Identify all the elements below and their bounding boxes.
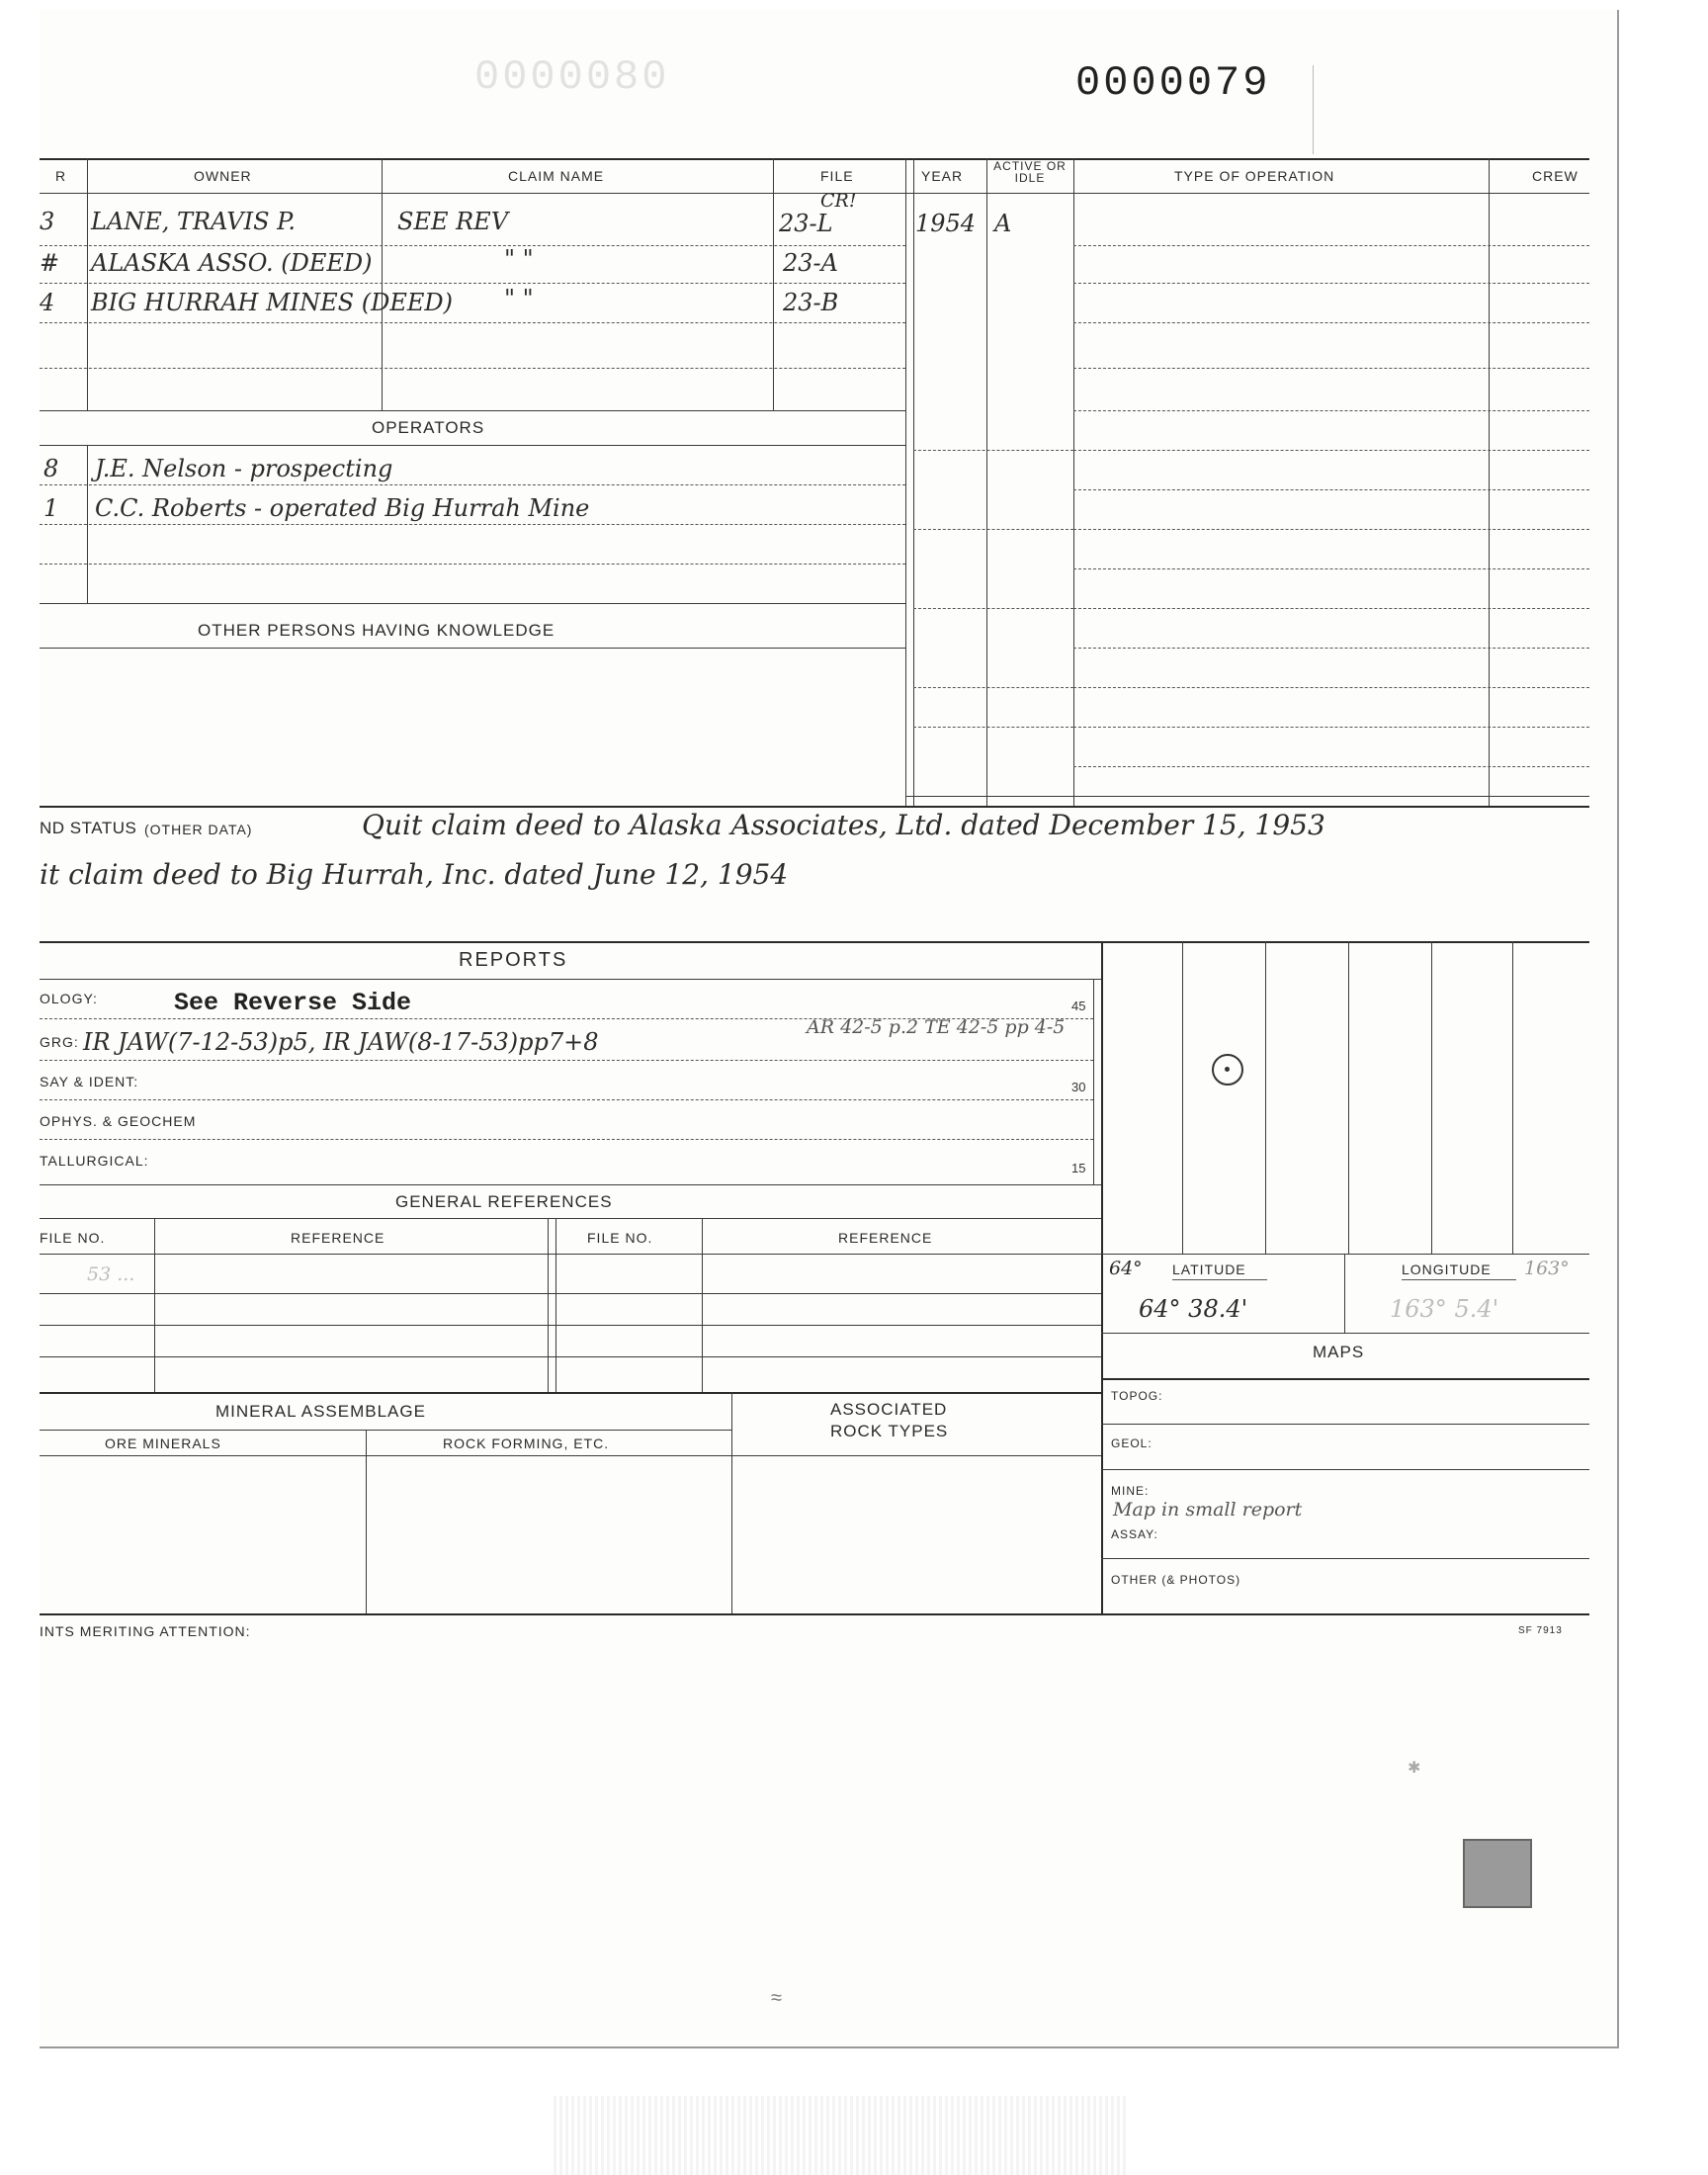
- file-note: CR!: [820, 190, 857, 212]
- refs-col-divider: [702, 1218, 703, 1392]
- scanner-streak: [554, 2096, 1127, 2175]
- maps-row-rule: [1101, 1558, 1589, 1559]
- claim-row-claim-name: " ": [504, 245, 534, 273]
- refs-col-divider: [548, 1218, 549, 1392]
- ore-minerals-header: ORE MINERALS: [105, 1436, 221, 1451]
- claim-row-owner: ALASKA ASSO. (DEED): [91, 249, 373, 277]
- grid-bottom-rule: [1101, 1254, 1589, 1255]
- maps-title: MAPS: [1313, 1343, 1365, 1361]
- claim-row-status: A: [994, 210, 1012, 237]
- document-number: 0000079: [1075, 59, 1271, 107]
- operation-row-rule: [1073, 648, 1589, 649]
- operator-row-text: C.C. Roberts - operated Big Hurrah Mine: [95, 494, 590, 522]
- grid-col-line: [1512, 941, 1513, 1254]
- claims-row-rule: [40, 283, 905, 284]
- points-meriting-attention-label: INTS MERITING ATTENTION:: [40, 1623, 251, 1639]
- reports-header-rule: [40, 979, 1101, 980]
- longitude-value: 163° 5.4': [1390, 1295, 1499, 1323]
- reports-row-rule: [40, 1139, 1093, 1140]
- status-top-rule: [40, 806, 1589, 808]
- reports-bottom-rule: [40, 1184, 1101, 1185]
- status-line-2: it claim deed to Big Hurrah, Inc. dated June 12, 1954: [40, 858, 789, 891]
- reports-row-rule: [40, 1060, 1093, 1061]
- operators-row-rule: [40, 564, 905, 565]
- operation-row-rule: [1073, 489, 1589, 490]
- claim-row-year: 1954: [915, 210, 977, 237]
- claims-row-rule: [40, 322, 905, 323]
- status-col-divider: [1073, 158, 1074, 806]
- header-tick-mark: [1313, 65, 1314, 154]
- status-label-small: (OTHER DATA): [144, 822, 253, 837]
- grid-col-line: [1348, 941, 1349, 1254]
- scan-artifact-square: [1463, 1839, 1532, 1908]
- general-references-title: GENERAL REFERENCES: [395, 1192, 613, 1211]
- operators-row-rule: [40, 484, 905, 485]
- claims-bottom-rule: [40, 410, 905, 411]
- other-persons-rule: [40, 648, 905, 649]
- claims-top-rule: [40, 158, 1589, 160]
- grid-col-line: [1265, 941, 1266, 1254]
- rock-forming-header: ROCK FORMING, ETC.: [443, 1436, 610, 1451]
- file-header: FILE: [820, 168, 854, 184]
- year-col-divider: [905, 158, 906, 806]
- active-idle-header: ACTIVE OR IDLE: [993, 159, 1067, 185]
- refs-col-divider: [555, 1218, 556, 1392]
- longitude-suffix: 163°: [1524, 1258, 1570, 1279]
- crew-col-divider: [1489, 158, 1490, 806]
- claim-row-file: 23-L: [779, 210, 833, 237]
- operation-row-rule: [1073, 568, 1589, 569]
- status-label: ND STATUS: [40, 819, 137, 837]
- year-col-divider: [986, 158, 987, 806]
- map-label: GEOL:: [1111, 1436, 1153, 1450]
- operation-row-rule: [1073, 727, 1589, 728]
- grid-col-line: [1182, 941, 1183, 1254]
- report-value: IR JAW(7-12-53)p5, IR JAW(8-17-53)pp7+8: [83, 1028, 599, 1056]
- report-value: See Reverse Side: [174, 989, 412, 1017]
- claim-row-claim-name: SEE REV: [397, 208, 509, 235]
- claim-row-file: 23-A: [783, 249, 838, 277]
- status-line-1: Quit claim deed to Alaska Associates, Ltd. dated December 15, 1953: [362, 809, 1325, 841]
- operators-bottom-rule: [40, 603, 905, 604]
- claim-row-r: 4: [40, 289, 55, 316]
- report-label: TALLURGICAL:: [40, 1153, 149, 1169]
- crew-header: CREW: [1532, 168, 1579, 184]
- year-row-rule: [913, 529, 1073, 530]
- reports-right-border: [1101, 941, 1103, 1613]
- report-scale-tick: 45: [1071, 999, 1086, 1013]
- claims-col-divider: [87, 158, 88, 410]
- claim-row-r: #: [40, 249, 60, 277]
- reference-header: REFERENCE: [291, 1230, 385, 1246]
- mineral-col-divider: [366, 1430, 367, 1613]
- map-label: OTHER (& PHOTOS): [1111, 1573, 1241, 1587]
- file-no-header: FILE NO.: [40, 1230, 106, 1246]
- claim-name-header: CLAIM NAME: [508, 168, 605, 184]
- operation-row-rule: [1073, 245, 1589, 246]
- operation-row-rule: [1073, 368, 1589, 369]
- report-scale-tick: 30: [1071, 1080, 1086, 1094]
- refs-row-rule: [40, 1356, 1101, 1357]
- operator-row-r: 8: [43, 455, 59, 482]
- maps-top-rule: [1101, 1333, 1589, 1334]
- mineral-assemblage-title: MINERAL ASSEMBLAGE: [215, 1402, 426, 1421]
- operation-bottom-rule: [905, 796, 1589, 797]
- claims-row-rule: [40, 368, 905, 369]
- latitude-label: LATITUDE: [1172, 1262, 1246, 1277]
- claims-col-divider: [773, 158, 774, 410]
- general-references-header-rule: [40, 1218, 1101, 1219]
- operation-row-rule: [1073, 687, 1589, 688]
- claims-col-divider: [382, 158, 383, 410]
- operator-row-text: J.E. Nelson - prospecting: [95, 455, 393, 482]
- ghost-document-number: 0000080: [474, 53, 670, 101]
- mineral-bottom-rule: [40, 1613, 1589, 1615]
- operation-row-rule: [1073, 766, 1589, 767]
- reference-header-2: REFERENCE: [838, 1230, 933, 1246]
- associated-col-divider: [731, 1392, 732, 1613]
- reports-scale-line: [1093, 979, 1094, 1184]
- lat-lon-divider: [1344, 1254, 1345, 1333]
- record-card-page: [40, 10, 1619, 2048]
- operation-row-rule: [1073, 608, 1589, 609]
- longitude-underline: [1402, 1279, 1516, 1280]
- maps-row-rule: [1101, 1469, 1589, 1470]
- operation-row-rule: [1073, 410, 1589, 411]
- year-row-rule: [913, 687, 1073, 688]
- claim-row-owner: LANE, TRAVIS P.: [91, 208, 297, 235]
- associated-title-line2: ROCK TYPES: [830, 1422, 949, 1440]
- reports-title: REPORTS: [459, 949, 568, 971]
- other-persons-title: OTHER PERSONS HAVING KNOWLEDGE: [198, 621, 555, 640]
- claims-row-rule: [40, 245, 905, 246]
- year-row-rule: [913, 608, 1073, 609]
- map-label: ASSAY:: [1111, 1527, 1158, 1541]
- owner-header: OWNER: [194, 168, 252, 184]
- latitude-value: 64° 38.4': [1139, 1295, 1248, 1323]
- scan-smudge: ≈: [771, 1987, 782, 2009]
- mineral-header-rule: [40, 1430, 731, 1431]
- mineral-subheader-rule: [40, 1455, 1101, 1456]
- report-note: AR 42-5 p.2 TE 42-5 pp 4-5: [807, 1016, 1066, 1038]
- scan-smudge: ✱: [1408, 1760, 1421, 1777]
- reports-row-rule: [40, 1099, 1093, 1100]
- col-r-header: R: [55, 168, 67, 184]
- report-label: OPHYS. & GEOCHEM: [40, 1113, 197, 1129]
- maps-row-rule: [1101, 1424, 1589, 1425]
- refs-row-rule: [40, 1325, 1101, 1326]
- refs-row-rule: [40, 1293, 1101, 1294]
- operation-row-rule: [1073, 322, 1589, 323]
- reference-entry: 53 ...: [87, 1263, 135, 1285]
- year-row-rule: [913, 450, 1073, 451]
- report-label: SAY & IDENT:: [40, 1074, 139, 1089]
- associated-title-line1: ASSOCIATED: [830, 1400, 948, 1419]
- report-label: OLOGY:: [40, 991, 98, 1006]
- operators-row-rule: [40, 524, 905, 525]
- claim-row-owner: BIG HURRAH MINES (DEED): [91, 289, 453, 316]
- operators-title: OPERATORS: [372, 418, 485, 437]
- maps-header-rule: [1101, 1378, 1589, 1380]
- report-scale-tick: 15: [1071, 1161, 1086, 1175]
- claims-header-rule: [40, 193, 1589, 194]
- type-of-operation-header: TYPE OF OPERATION: [1174, 168, 1335, 184]
- operation-row-rule: [1073, 529, 1589, 530]
- refs-row-rule: [40, 1254, 1101, 1255]
- operators-header-rule: [40, 445, 905, 446]
- file-no-header-2: FILE NO.: [587, 1230, 653, 1246]
- map-label: MINE:: [1111, 1484, 1150, 1498]
- location-marker-icon: [1212, 1054, 1243, 1086]
- year-header: YEAR: [921, 168, 964, 184]
- year-row-rule: [913, 727, 1073, 728]
- operator-row-r: 1: [43, 494, 59, 522]
- longitude-label: LONGITUDE: [1402, 1262, 1492, 1277]
- map-label: TOPOG:: [1111, 1389, 1163, 1403]
- map-value: Map in small report: [1113, 1499, 1303, 1521]
- grid-col-line: [1431, 941, 1432, 1254]
- claim-row-r: 3: [40, 208, 55, 235]
- form-number: SF 7913: [1518, 1625, 1563, 1636]
- latitude-underline: [1172, 1279, 1267, 1280]
- claim-row-claim-name: " ": [504, 285, 534, 312]
- year-col-divider: [913, 158, 914, 806]
- refs-bottom-rule: [40, 1392, 1101, 1394]
- report-label: GRG:: [40, 1034, 79, 1050]
- refs-col-divider: [154, 1218, 155, 1392]
- operation-row-rule: [1073, 283, 1589, 284]
- operation-row-rule: [1073, 450, 1589, 451]
- latitude-prefix: 64°: [1109, 1258, 1143, 1279]
- reports-top-rule: [40, 941, 1589, 943]
- claim-row-file: 23-B: [783, 289, 839, 316]
